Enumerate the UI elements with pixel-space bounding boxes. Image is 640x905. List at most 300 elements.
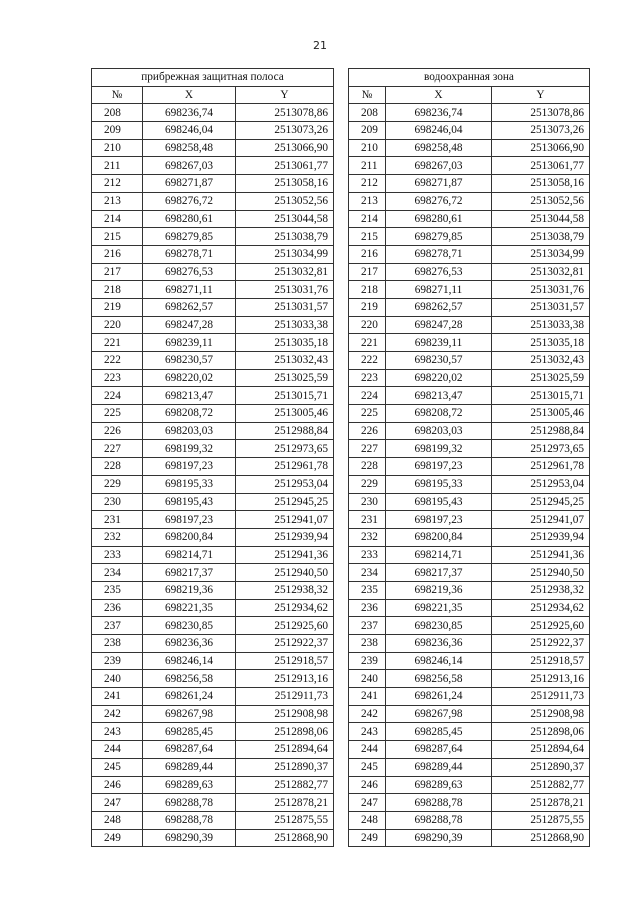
left-point-number: 233 bbox=[92, 546, 143, 564]
left-x-coordinate: 698236,36 bbox=[143, 635, 236, 653]
left-x-coordinate: 698289,63 bbox=[143, 776, 236, 794]
right-point-number: 237 bbox=[349, 617, 386, 635]
right-y-coordinate: 2513031,57 bbox=[492, 298, 590, 316]
right-point-number: 240 bbox=[349, 670, 386, 688]
column-gap bbox=[334, 192, 349, 210]
right-x-coordinate: 698200,84 bbox=[386, 528, 492, 546]
table-row bbox=[92, 564, 590, 582]
left-point-number: 219 bbox=[92, 298, 143, 316]
left-x-coordinate: 698288,78 bbox=[143, 794, 236, 812]
table-row bbox=[92, 458, 590, 476]
table-row bbox=[92, 528, 590, 546]
right-y-coordinate: 2513015,71 bbox=[492, 387, 590, 405]
right-point-number: 212 bbox=[349, 175, 386, 193]
table-row bbox=[92, 387, 590, 405]
left-y-coordinate: 2512890,37 bbox=[236, 758, 334, 776]
column-gap bbox=[334, 493, 349, 511]
right-x-coordinate: 698276,53 bbox=[386, 263, 492, 281]
table-row bbox=[92, 705, 590, 723]
left-point-number: 217 bbox=[92, 263, 143, 281]
right-x-coordinate: 698271,11 bbox=[386, 281, 492, 299]
left-x-coordinate: 698203,03 bbox=[143, 422, 236, 440]
right-y-coordinate: 2513038,79 bbox=[492, 228, 590, 246]
right-y-coordinate: 2513044,58 bbox=[492, 210, 590, 228]
left-point-number: 220 bbox=[92, 316, 143, 334]
right-point-number: 230 bbox=[349, 493, 386, 511]
right-point-number: 245 bbox=[349, 758, 386, 776]
right-x-coordinate: 698208,72 bbox=[386, 405, 492, 423]
right-y-coordinate: 2512953,04 bbox=[492, 475, 590, 493]
column-gap bbox=[334, 369, 349, 387]
table-row bbox=[92, 741, 590, 759]
left-x-coordinate: 698256,58 bbox=[143, 670, 236, 688]
left-point-number: 234 bbox=[92, 564, 143, 582]
left-y-coordinate: 2513073,26 bbox=[236, 122, 334, 140]
right-y-coordinate: 2512894,64 bbox=[492, 741, 590, 759]
right-y-coordinate: 2513032,81 bbox=[492, 263, 590, 281]
left-point-number: 235 bbox=[92, 581, 143, 599]
left-point-number: 246 bbox=[92, 776, 143, 794]
left-y-coordinate: 2512925,60 bbox=[236, 617, 334, 635]
left-point-number: 224 bbox=[92, 387, 143, 405]
right-y-coordinate: 2512988,84 bbox=[492, 422, 590, 440]
right-y-coordinate: 2512911,73 bbox=[492, 688, 590, 706]
column-gap bbox=[334, 811, 349, 829]
right-point-number: 229 bbox=[349, 475, 386, 493]
left-y-coordinate: 2513005,46 bbox=[236, 405, 334, 423]
right-header-number: № bbox=[349, 86, 386, 104]
right-y-coordinate: 2512945,25 bbox=[492, 493, 590, 511]
right-y-coordinate: 2512941,07 bbox=[492, 511, 590, 529]
left-point-number: 248 bbox=[92, 811, 143, 829]
right-x-coordinate: 698203,03 bbox=[386, 422, 492, 440]
left-y-coordinate: 2513031,57 bbox=[236, 298, 334, 316]
left-x-coordinate: 698267,03 bbox=[143, 157, 236, 175]
left-y-coordinate: 2512941,07 bbox=[236, 511, 334, 529]
column-gap bbox=[334, 422, 349, 440]
left-point-number: 209 bbox=[92, 122, 143, 140]
left-y-coordinate: 2513044,58 bbox=[236, 210, 334, 228]
left-point-number: 214 bbox=[92, 210, 143, 228]
right-y-coordinate: 2513066,90 bbox=[492, 139, 590, 157]
left-point-number: 247 bbox=[92, 794, 143, 812]
left-y-coordinate: 2512940,50 bbox=[236, 564, 334, 582]
right-y-coordinate: 2512898,06 bbox=[492, 723, 590, 741]
right-point-number: 247 bbox=[349, 794, 386, 812]
right-y-coordinate: 2513073,26 bbox=[492, 122, 590, 140]
left-x-coordinate: 698289,44 bbox=[143, 758, 236, 776]
left-y-coordinate: 2513032,43 bbox=[236, 352, 334, 370]
right-x-coordinate: 698220,02 bbox=[386, 369, 492, 387]
left-point-number: 239 bbox=[92, 652, 143, 670]
right-y-coordinate: 2513031,76 bbox=[492, 281, 590, 299]
right-x-coordinate: 698195,43 bbox=[386, 493, 492, 511]
left-point-number: 244 bbox=[92, 741, 143, 759]
column-gap bbox=[334, 458, 349, 476]
right-y-coordinate: 2512913,16 bbox=[492, 670, 590, 688]
left-y-coordinate: 2513031,76 bbox=[236, 281, 334, 299]
left-x-coordinate: 698197,23 bbox=[143, 511, 236, 529]
left-x-coordinate: 698197,23 bbox=[143, 458, 236, 476]
right-y-coordinate: 2513034,99 bbox=[492, 245, 590, 263]
column-gap bbox=[334, 86, 349, 104]
table-row bbox=[92, 829, 590, 847]
right-x-coordinate: 698239,11 bbox=[386, 334, 492, 352]
column-gap bbox=[334, 617, 349, 635]
table-row bbox=[92, 334, 590, 352]
left-point-number: 232 bbox=[92, 528, 143, 546]
right-point-number: 244 bbox=[349, 741, 386, 759]
table-row bbox=[92, 581, 590, 599]
left-x-coordinate: 698195,33 bbox=[143, 475, 236, 493]
right-point-number: 233 bbox=[349, 546, 386, 564]
right-y-coordinate: 2513078,86 bbox=[492, 104, 590, 122]
right-x-coordinate: 698217,37 bbox=[386, 564, 492, 582]
left-point-number: 231 bbox=[92, 511, 143, 529]
table-row bbox=[92, 405, 590, 423]
left-y-coordinate: 2512911,73 bbox=[236, 688, 334, 706]
table-row bbox=[92, 635, 590, 653]
left-point-number: 230 bbox=[92, 493, 143, 511]
right-x-coordinate: 698287,64 bbox=[386, 741, 492, 759]
right-point-number: 239 bbox=[349, 652, 386, 670]
left-point-number: 216 bbox=[92, 245, 143, 263]
right-point-number: 248 bbox=[349, 811, 386, 829]
table-row bbox=[92, 670, 590, 688]
left-y-coordinate: 2512953,04 bbox=[236, 475, 334, 493]
right-point-number: 214 bbox=[349, 210, 386, 228]
right-y-coordinate: 2513061,77 bbox=[492, 157, 590, 175]
column-gap bbox=[334, 758, 349, 776]
left-x-coordinate: 698290,39 bbox=[143, 829, 236, 847]
left-y-coordinate: 2512941,36 bbox=[236, 546, 334, 564]
left-x-coordinate: 698278,71 bbox=[143, 245, 236, 263]
left-x-coordinate: 698230,57 bbox=[143, 352, 236, 370]
left-point-number: 240 bbox=[92, 670, 143, 688]
right-point-number: 246 bbox=[349, 776, 386, 794]
right-point-number: 243 bbox=[349, 723, 386, 741]
right-point-number: 242 bbox=[349, 705, 386, 723]
left-x-coordinate: 698258,48 bbox=[143, 139, 236, 157]
table-row bbox=[92, 440, 590, 458]
table-row bbox=[92, 475, 590, 493]
left-x-coordinate: 698208,72 bbox=[143, 405, 236, 423]
left-x-coordinate: 698246,14 bbox=[143, 652, 236, 670]
column-gap bbox=[334, 794, 349, 812]
table-row bbox=[92, 652, 590, 670]
right-point-number: 216 bbox=[349, 245, 386, 263]
left-y-coordinate: 2512988,84 bbox=[236, 422, 334, 440]
right-x-coordinate: 698230,85 bbox=[386, 617, 492, 635]
right-y-coordinate: 2512908,98 bbox=[492, 705, 590, 723]
column-gap bbox=[334, 776, 349, 794]
left-point-number: 218 bbox=[92, 281, 143, 299]
right-x-coordinate: 698236,74 bbox=[386, 104, 492, 122]
right-point-number: 210 bbox=[349, 139, 386, 157]
right-point-number: 208 bbox=[349, 104, 386, 122]
right-y-coordinate: 2513058,16 bbox=[492, 175, 590, 193]
section-title-row bbox=[92, 69, 590, 87]
table-row bbox=[92, 511, 590, 529]
left-y-coordinate: 2512913,16 bbox=[236, 670, 334, 688]
left-x-coordinate: 698287,64 bbox=[143, 741, 236, 759]
right-point-number: 228 bbox=[349, 458, 386, 476]
right-x-coordinate: 698195,33 bbox=[386, 475, 492, 493]
right-x-coordinate: 698267,03 bbox=[386, 157, 492, 175]
left-y-coordinate: 2512918,57 bbox=[236, 652, 334, 670]
left-x-coordinate: 698267,98 bbox=[143, 705, 236, 723]
right-y-coordinate: 2512878,21 bbox=[492, 794, 590, 812]
column-header-row bbox=[92, 86, 590, 104]
left-point-number: 229 bbox=[92, 475, 143, 493]
left-y-coordinate: 2512894,64 bbox=[236, 741, 334, 759]
right-y-coordinate: 2512875,55 bbox=[492, 811, 590, 829]
table-row bbox=[92, 794, 590, 812]
column-gap bbox=[334, 564, 349, 582]
table-row bbox=[92, 422, 590, 440]
right-point-number: 221 bbox=[349, 334, 386, 352]
right-point-number: 215 bbox=[349, 228, 386, 246]
left-section-title: прибрежная защитная полоса bbox=[92, 69, 334, 87]
left-y-coordinate: 2513025,59 bbox=[236, 369, 334, 387]
table-row bbox=[92, 298, 590, 316]
left-point-number: 222 bbox=[92, 352, 143, 370]
right-y-coordinate: 2512868,90 bbox=[492, 829, 590, 847]
right-y-coordinate: 2512961,78 bbox=[492, 458, 590, 476]
right-y-coordinate: 2512940,50 bbox=[492, 564, 590, 582]
right-point-number: 220 bbox=[349, 316, 386, 334]
table-row bbox=[92, 811, 590, 829]
column-gap bbox=[334, 104, 349, 122]
column-gap bbox=[334, 688, 349, 706]
left-point-number: 242 bbox=[92, 705, 143, 723]
right-header-x: X bbox=[386, 86, 492, 104]
column-gap bbox=[334, 316, 349, 334]
column-gap bbox=[334, 528, 349, 546]
table-row bbox=[92, 599, 590, 617]
right-y-coordinate: 2512939,94 bbox=[492, 528, 590, 546]
table-row bbox=[92, 758, 590, 776]
table-row bbox=[92, 228, 590, 246]
right-y-coordinate: 2512890,37 bbox=[492, 758, 590, 776]
left-y-coordinate: 2512875,55 bbox=[236, 811, 334, 829]
column-gap bbox=[334, 387, 349, 405]
right-point-number: 209 bbox=[349, 122, 386, 140]
left-x-coordinate: 698280,61 bbox=[143, 210, 236, 228]
right-x-coordinate: 698230,57 bbox=[386, 352, 492, 370]
column-gap bbox=[334, 581, 349, 599]
left-y-coordinate: 2513058,16 bbox=[236, 175, 334, 193]
right-point-number: 238 bbox=[349, 635, 386, 653]
left-point-number: 221 bbox=[92, 334, 143, 352]
right-point-number: 241 bbox=[349, 688, 386, 706]
column-gap bbox=[334, 511, 349, 529]
column-gap bbox=[334, 440, 349, 458]
right-x-coordinate: 698197,23 bbox=[386, 458, 492, 476]
left-point-number: 223 bbox=[92, 369, 143, 387]
left-x-coordinate: 698200,84 bbox=[143, 528, 236, 546]
right-y-coordinate: 2512973,65 bbox=[492, 440, 590, 458]
right-y-coordinate: 2513025,59 bbox=[492, 369, 590, 387]
right-x-coordinate: 698199,32 bbox=[386, 440, 492, 458]
right-y-coordinate: 2512938,32 bbox=[492, 581, 590, 599]
table-row bbox=[92, 281, 590, 299]
column-gap bbox=[334, 175, 349, 193]
right-y-coordinate: 2512922,37 bbox=[492, 635, 590, 653]
right-x-coordinate: 698197,23 bbox=[386, 511, 492, 529]
column-gap bbox=[334, 670, 349, 688]
right-y-coordinate: 2512925,60 bbox=[492, 617, 590, 635]
right-x-coordinate: 698271,87 bbox=[386, 175, 492, 193]
column-gap bbox=[334, 546, 349, 564]
left-x-coordinate: 698246,04 bbox=[143, 122, 236, 140]
left-y-coordinate: 2512868,90 bbox=[236, 829, 334, 847]
left-point-number: 243 bbox=[92, 723, 143, 741]
table-row bbox=[92, 369, 590, 387]
right-y-coordinate: 2512934,62 bbox=[492, 599, 590, 617]
right-y-coordinate: 2513032,43 bbox=[492, 352, 590, 370]
right-section-title: водоохранная зона bbox=[349, 69, 590, 87]
right-x-coordinate: 698276,72 bbox=[386, 192, 492, 210]
right-point-number: 235 bbox=[349, 581, 386, 599]
column-gap bbox=[334, 741, 349, 759]
right-x-coordinate: 698267,98 bbox=[386, 705, 492, 723]
column-gap bbox=[334, 475, 349, 493]
right-x-coordinate: 698278,71 bbox=[386, 245, 492, 263]
left-y-coordinate: 2512922,37 bbox=[236, 635, 334, 653]
left-point-number: 208 bbox=[92, 104, 143, 122]
left-header-x: X bbox=[143, 86, 236, 104]
left-y-coordinate: 2513038,79 bbox=[236, 228, 334, 246]
column-gap bbox=[334, 281, 349, 299]
left-x-coordinate: 698220,02 bbox=[143, 369, 236, 387]
right-x-coordinate: 698221,35 bbox=[386, 599, 492, 617]
left-y-coordinate: 2513033,38 bbox=[236, 316, 334, 334]
left-point-number: 210 bbox=[92, 139, 143, 157]
left-x-coordinate: 698213,47 bbox=[143, 387, 236, 405]
column-gap bbox=[334, 157, 349, 175]
column-gap bbox=[334, 298, 349, 316]
left-point-number: 213 bbox=[92, 192, 143, 210]
column-gap bbox=[334, 599, 349, 617]
right-point-number: 219 bbox=[349, 298, 386, 316]
left-point-number: 249 bbox=[92, 829, 143, 847]
left-point-number: 238 bbox=[92, 635, 143, 653]
right-x-coordinate: 698219,36 bbox=[386, 581, 492, 599]
right-y-coordinate: 2513005,46 bbox=[492, 405, 590, 423]
table-row bbox=[92, 122, 590, 140]
right-point-number: 211 bbox=[349, 157, 386, 175]
right-x-coordinate: 698258,48 bbox=[386, 139, 492, 157]
left-y-coordinate: 2512898,06 bbox=[236, 723, 334, 741]
right-y-coordinate: 2512882,77 bbox=[492, 776, 590, 794]
right-point-number: 236 bbox=[349, 599, 386, 617]
right-y-coordinate: 2513033,38 bbox=[492, 316, 590, 334]
right-x-coordinate: 698279,85 bbox=[386, 228, 492, 246]
table-row bbox=[92, 617, 590, 635]
table-row bbox=[92, 192, 590, 210]
column-gap bbox=[334, 228, 349, 246]
right-x-coordinate: 698236,36 bbox=[386, 635, 492, 653]
column-gap bbox=[334, 829, 349, 847]
right-x-coordinate: 698214,71 bbox=[386, 546, 492, 564]
right-point-number: 217 bbox=[349, 263, 386, 281]
right-x-coordinate: 698262,57 bbox=[386, 298, 492, 316]
left-x-coordinate: 698271,11 bbox=[143, 281, 236, 299]
table-row bbox=[92, 157, 590, 175]
table-row bbox=[92, 546, 590, 564]
right-point-number: 227 bbox=[349, 440, 386, 458]
right-point-number: 218 bbox=[349, 281, 386, 299]
right-point-number: 231 bbox=[349, 511, 386, 529]
left-x-coordinate: 698285,45 bbox=[143, 723, 236, 741]
left-x-coordinate: 698271,87 bbox=[143, 175, 236, 193]
right-x-coordinate: 698261,24 bbox=[386, 688, 492, 706]
right-x-coordinate: 698247,28 bbox=[386, 316, 492, 334]
left-point-number: 237 bbox=[92, 617, 143, 635]
left-y-coordinate: 2513032,81 bbox=[236, 263, 334, 281]
right-x-coordinate: 698289,63 bbox=[386, 776, 492, 794]
column-gap bbox=[334, 139, 349, 157]
left-point-number: 236 bbox=[92, 599, 143, 617]
right-y-coordinate: 2512941,36 bbox=[492, 546, 590, 564]
table-row bbox=[92, 723, 590, 741]
table-row bbox=[92, 245, 590, 263]
column-gap bbox=[334, 405, 349, 423]
right-x-coordinate: 698246,04 bbox=[386, 122, 492, 140]
left-x-coordinate: 698262,57 bbox=[143, 298, 236, 316]
table-row bbox=[92, 139, 590, 157]
right-header-y: Y bbox=[492, 86, 590, 104]
right-point-number: 225 bbox=[349, 405, 386, 423]
column-gap bbox=[334, 705, 349, 723]
left-y-coordinate: 2513034,99 bbox=[236, 245, 334, 263]
table-row bbox=[92, 263, 590, 281]
column-gap bbox=[334, 263, 349, 281]
left-x-coordinate: 698261,24 bbox=[143, 688, 236, 706]
left-point-number: 211 bbox=[92, 157, 143, 175]
right-x-coordinate: 698246,14 bbox=[386, 652, 492, 670]
left-header-y: Y bbox=[236, 86, 334, 104]
left-x-coordinate: 698236,74 bbox=[143, 104, 236, 122]
table-row bbox=[92, 316, 590, 334]
left-x-coordinate: 698221,35 bbox=[143, 599, 236, 617]
left-y-coordinate: 2512878,21 bbox=[236, 794, 334, 812]
column-gap bbox=[334, 69, 349, 87]
left-point-number: 245 bbox=[92, 758, 143, 776]
right-point-number: 234 bbox=[349, 564, 386, 582]
column-gap bbox=[334, 352, 349, 370]
left-point-number: 228 bbox=[92, 458, 143, 476]
table-row bbox=[92, 175, 590, 193]
left-y-coordinate: 2512961,78 bbox=[236, 458, 334, 476]
left-y-coordinate: 2513061,77 bbox=[236, 157, 334, 175]
right-x-coordinate: 698213,47 bbox=[386, 387, 492, 405]
page-number: 21 bbox=[313, 39, 327, 52]
left-y-coordinate: 2512973,65 bbox=[236, 440, 334, 458]
left-y-coordinate: 2512934,62 bbox=[236, 599, 334, 617]
left-y-coordinate: 2513052,56 bbox=[236, 192, 334, 210]
right-x-coordinate: 698290,39 bbox=[386, 829, 492, 847]
left-point-number: 225 bbox=[92, 405, 143, 423]
right-point-number: 249 bbox=[349, 829, 386, 847]
left-y-coordinate: 2513035,18 bbox=[236, 334, 334, 352]
right-point-number: 213 bbox=[349, 192, 386, 210]
table-row bbox=[92, 352, 590, 370]
right-y-coordinate: 2513052,56 bbox=[492, 192, 590, 210]
left-point-number: 226 bbox=[92, 422, 143, 440]
right-x-coordinate: 698289,44 bbox=[386, 758, 492, 776]
